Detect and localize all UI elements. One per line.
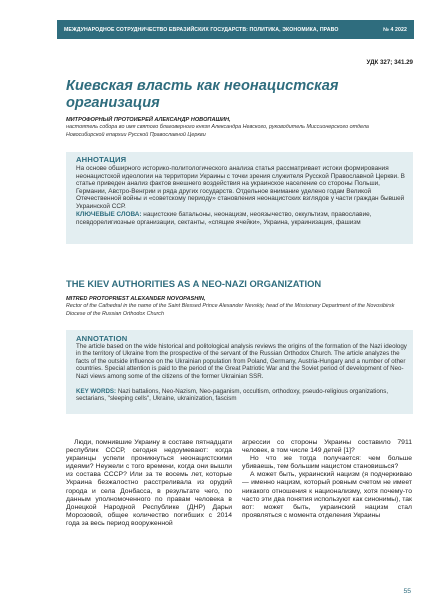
- issue-number: № 4 2022: [383, 26, 407, 33]
- body-column-left: Люди, помнившие Украину в составе пятнадцати республик СССР, сегодня недоумевают: когда украинцы успели проникнуться неонацистскими идеями? Неужели с того времени, когда они вышли из состава СССР? Или за те восемь лет, которые Украина безжалостно расстреливала из орудий города и села Донбасса, в результате чего, по данным уполномоченного по правам человека в Донецкой Народной Республике (ДНР) Дарьи Морозовой, общее количество погибших с 2014 года за весь период вооруженной: [66, 439, 232, 527]
- keywords-block-en: [76, 388, 408, 403]
- abstract-text-en: The article based on the wide historical and politological analysis reviews the origins of the formation of the Nazi ideology in the territory of Ukraine from the prospective of the servant of the Russian Orthodox Church. The article analyzes the facts of the outside influence on the Ukrainian population from Poland, Germany, Austria-Hungary and a number of other countries. Special attention is paid to the period of the Great Patriotic War and the Soviet period of development of Neo-Nazi views among some of the citizens of the former Ukrainian SSR.: [76, 343, 407, 380]
- body-column-right: [242, 439, 412, 520]
- body-paragraph: агрессии со стороны Украины составило 7911 человек, в том числе 149 детей [1]?: [242, 439, 412, 455]
- affiliation-ru: настоятель собора во имя святого благоверного князя Александра Невского, руководитель Миссионерского отдела Новосибирской епархии Русской Православной Церкви: [66, 124, 369, 138]
- abstract-heading-en: ANNOTATION: [76, 334, 128, 343]
- body-paragraph: Но что же тогда получается: чем больше убиваешь, тем большим нацистом становишься?: [242, 455, 412, 471]
- page-number: 55: [403, 588, 411, 595]
- keywords-ru: нацистские батальоны, неонацизм, неоязычество, оккультизм, православие, псевдорелигиозные организации, сектанты, «спящие ячейки», Украина, украинизация, фашизм: [76, 211, 372, 226]
- journal-header: [57, 20, 414, 39]
- article-title-en: THE KIEV AUTHORITIES AS A NEO-NAZI ORGANIZATION: [66, 278, 322, 289]
- keywords-en: Nazi battalions, Neo-Nazism, Neo-paganism, occultism, orthodoxy, pseudo-religious organizations, sectarians, "sleeping cells", Ukraine, ukrainization, fascism: [76, 388, 389, 403]
- body-paragraph: А может быть, украинский нацизм (я подчеркиваю — именно нацизм, который ровным счетом не имеет никакого отношения к национализму, хотя почему-то часто эти два понятия используют как синонимы), так вот: может быть, украинский нацизм стал проявляться с момента отделения Украины: [242, 471, 412, 519]
- udk-code: УДК 327; 341.29: [366, 59, 413, 66]
- author-en: MITRED PROTOPRIEST ALEXANDER NOVOPASHIN,: [66, 296, 206, 302]
- author-ru: МИТРОФОРНЫЙ ПРОТОИЕРЕЙ АЛЕКСАНДР НОВОПАШИН,: [66, 117, 231, 123]
- keywords-heading-en: KEY WORDS:: [76, 388, 117, 395]
- keywords-heading-ru: КЛЮЧЕВЫЕ СЛОВА:: [76, 211, 142, 218]
- abstract-text-ru: На основе обширного историко-политологического анализа статья рассматривает истоки формирования неонацистской идеологии на территории Украины с точки зрения служителя Русской Православной Церкви. В статье приведен анализ фактов внешнего воздействия на украинское население со стороны Польши, Германии, Австро-Венгрии и ряда других государств. Отдельное внимание уделено годам Великой Отечественной войны и «советскому периоду» становления неонацистских взглядов у части граждан бывшей Украинской ССР.: [76, 165, 405, 210]
- keywords-block-ru: [76, 211, 408, 226]
- abstract-heading-ru: АННОТАЦИЯ: [76, 155, 127, 164]
- article-title-ru: Киевская власть как неонацистская организация: [66, 78, 339, 111]
- affiliation-en: Rector of the Cathedral in the name of the Saint Blessed Prince Alexander Nevskiy, head of the Missionary Department of the Novosibirsk Diocese of the Russian Orthodox Church: [66, 303, 395, 317]
- journal-title: МЕЖДУНАРОДНОЕ СОТРУДНИЧЕСТВО ЕВРАЗИЙСКИХ ГОСУДАРСТВ: ПОЛИТИКА, ЭКОНОМИКА, ПРАВО: [64, 26, 339, 33]
